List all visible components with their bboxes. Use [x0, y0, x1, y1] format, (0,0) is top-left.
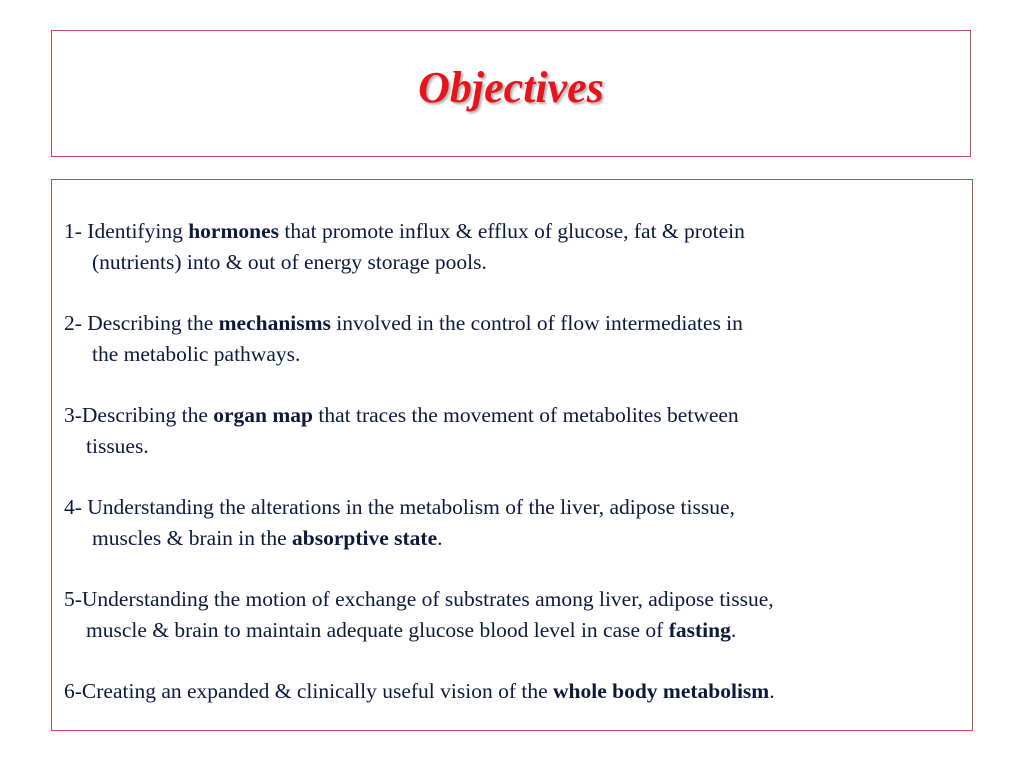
objective-5-text-a: muscle & brain to maintain adequate glucose blood level in case of	[86, 618, 669, 642]
objective-3-line-1	[64, 400, 964, 431]
objective-6-line-1	[64, 676, 964, 707]
objective-1-text-a: 1- Identifying	[64, 219, 189, 243]
objectives-list	[64, 216, 964, 707]
objective-6-text-a: 6-Creating an expanded & clinically useful vision of the	[64, 679, 553, 703]
objective-item-5	[64, 584, 964, 646]
objective-item-3	[64, 400, 964, 462]
objective-item-1	[64, 216, 964, 278]
objective-3-keyword: organ map	[213, 403, 314, 427]
objective-5-line-1: 5-Understanding the motion of exchange of substrates among liver, adipose tissue,	[64, 587, 774, 611]
objective-2-text-a: 2- Describing the	[64, 311, 219, 335]
objective-1-text-b: that promote influx & efflux of glucose, fat & protein	[278, 219, 745, 243]
objective-1-keyword: hormones	[188, 219, 279, 243]
objective-5-text-b: .	[730, 618, 737, 642]
objective-1-line-2: (nutrients) into & out of energy storage pools.	[92, 250, 487, 274]
objective-item-4	[64, 492, 964, 554]
objective-2-text-b: involved in the control of flow intermediates in	[330, 311, 743, 335]
objective-4-text-b: .	[437, 526, 443, 550]
objective-3-text-b: that traces the movement of metabolites between	[313, 403, 739, 427]
objective-3-text-a: 3-Describing the	[64, 403, 214, 427]
objective-3-line-2: tissues.	[86, 434, 149, 458]
objective-4-text-a: muscles & brain in the	[92, 526, 293, 550]
objective-1-line-1	[64, 216, 964, 247]
content-box	[51, 179, 973, 731]
objective-5-line-2	[64, 615, 964, 646]
objective-item-6	[64, 676, 964, 707]
objective-6-text-b: .	[769, 679, 775, 703]
title-box	[51, 30, 971, 157]
objective-2-line-2: the metabolic pathways.	[92, 342, 301, 366]
objective-item-2	[64, 308, 964, 370]
objective-4-line-1: 4- Understanding the alterations in the metabolism of the liver, adipose tissue,	[64, 495, 735, 519]
objective-6-keyword: whole body metabolism	[553, 679, 770, 703]
objective-4-line-2	[64, 523, 964, 554]
slide-title: Objectives	[418, 63, 604, 112]
objective-2-keyword: mechanisms	[218, 311, 331, 335]
objective-4-keyword: absorptive state	[292, 526, 438, 550]
objective-5-keyword: fasting	[668, 618, 731, 642]
objective-2-line-1	[64, 308, 964, 339]
